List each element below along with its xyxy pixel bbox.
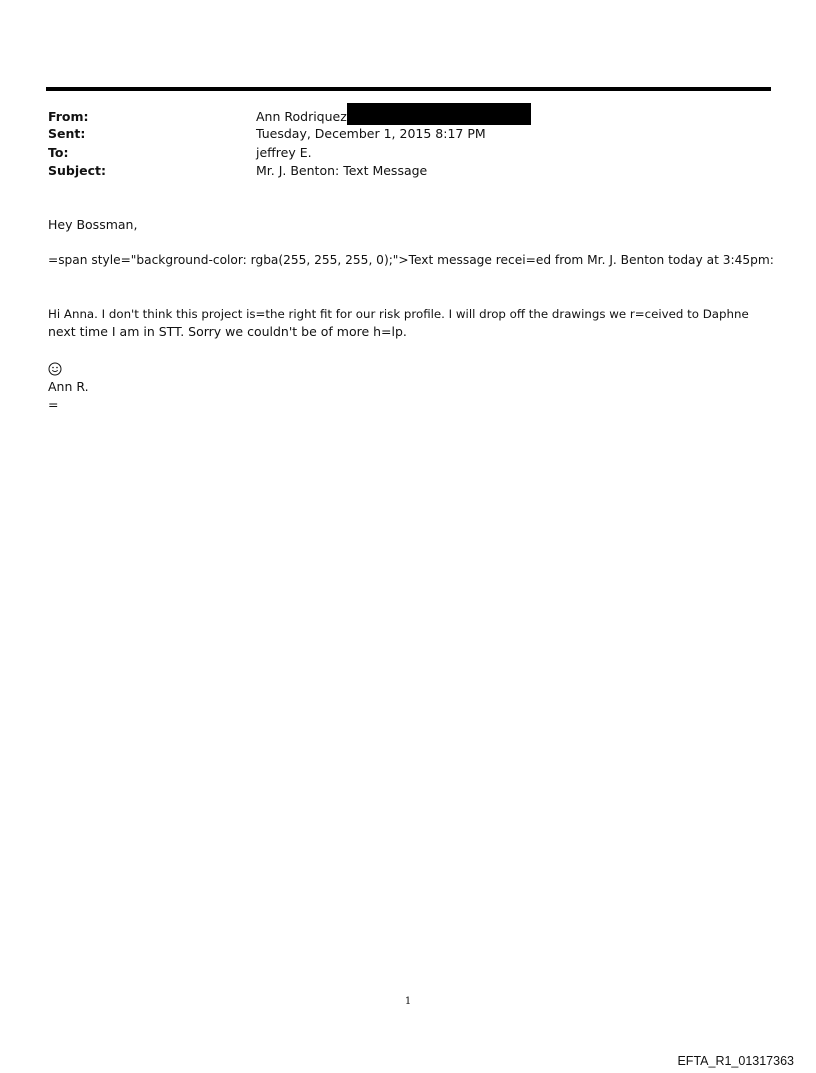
raw-html-line: =span style="background-color: rgba(255, 255, 255, 0);">Text message recei=ed from Mr. J. Benton today at 3:45pm:: [48, 253, 774, 267]
from-value: Ann Rodriquez: [256, 109, 347, 124]
sent-value: Tuesday, December 1, 2015 8:17 PM: [256, 126, 486, 141]
to-label: To:: [48, 145, 69, 160]
sent-label: Sent:: [48, 126, 86, 141]
to-value: jeffrey E.: [256, 145, 312, 160]
from-label: From:: [48, 109, 89, 124]
greeting-line: Hey Bossman,: [48, 217, 138, 232]
message-line-1: Hi Anna. I don't think this project is=the right fit for our risk profile. I will drop off the drawings we r=ceived to Daphne: [48, 307, 749, 321]
redaction-block: [347, 103, 531, 125]
subject-label: Subject:: [48, 163, 106, 178]
signature-line: Ann R.: [48, 379, 89, 394]
header-divider-rule: [46, 87, 771, 91]
smiley-face-icon: [48, 362, 62, 376]
page-number: 1: [404, 996, 412, 1007]
message-line-2: next time I am in STT. Sorry we couldn't be of more h=lp.: [48, 324, 407, 339]
trailer-line: =: [48, 397, 59, 412]
document-id: EFTA_R1_01317363: [677, 1054, 794, 1068]
subject-value: Mr. J. Benton: Text Message: [256, 163, 428, 178]
